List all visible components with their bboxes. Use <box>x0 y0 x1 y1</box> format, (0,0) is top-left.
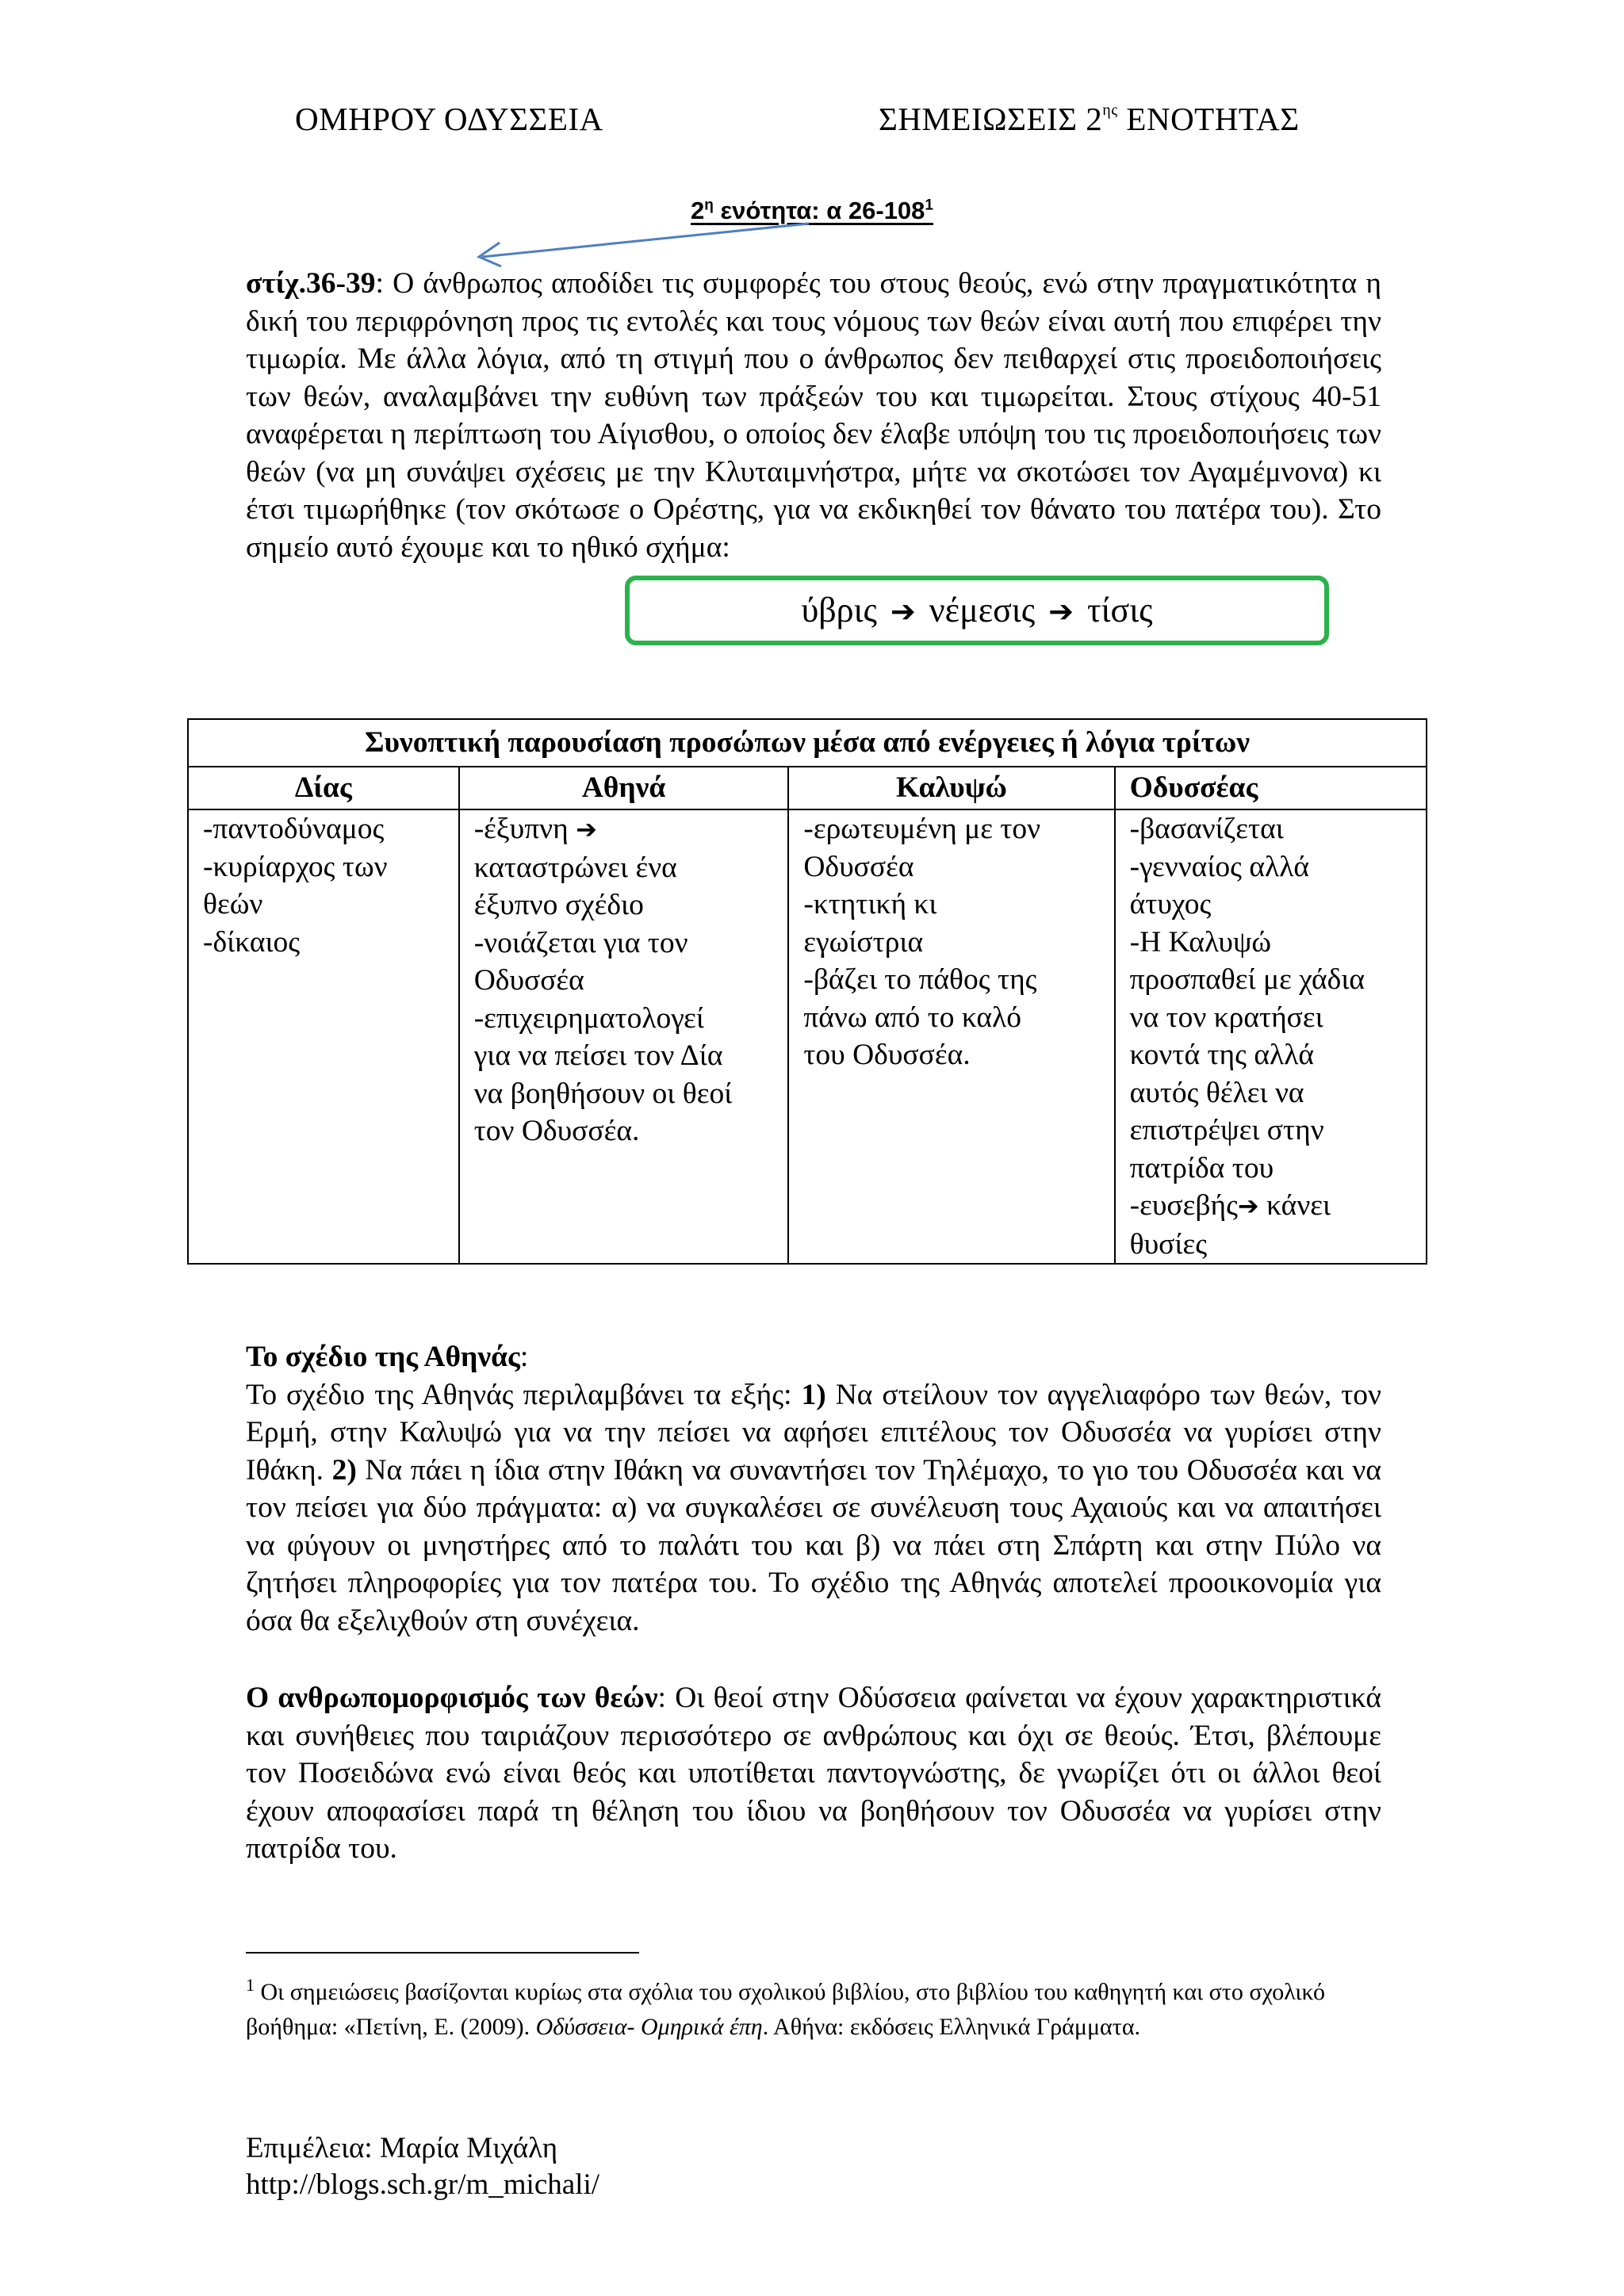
anthropomorphism-paragraph <box>246 1679 1381 1868</box>
table-cell-calypso <box>788 809 1114 1264</box>
plan-num: 2) <box>331 1453 357 1487</box>
footer-url[interactable]: http://blogs.sch.gr/m_michali/ <box>246 2168 600 2201</box>
cell-text: -ευσεβής <box>1129 1189 1238 1222</box>
cell-line: Οδυσσέα <box>473 964 584 997</box>
header-right <box>879 100 1300 138</box>
paragraph-verses-36-39 <box>246 265 1381 566</box>
footnote-title: Οδύσσεια- Ομηρικά έπη <box>535 2014 763 2040</box>
section-number: 2 <box>690 197 705 224</box>
cell-line: του Οδυσσέα. <box>803 1039 971 1071</box>
footnote-text: Οι σημειώσεις βασίζονται κυρίως στα σχόλια του σχολικού βιβλίου, στο βιβλίου του καθηγητή και στο σχολικό βοήθημα: «Πετίνη, Ε. (2009). <box>246 1979 1325 2040</box>
cell-line: -κτητική κι <box>803 888 937 920</box>
cell-line: να βοηθήσουν οι θεοί <box>473 1077 733 1110</box>
cell-line: -επιχειρηματολογεί <box>473 1001 705 1035</box>
cell-line: -Η Καλυψώ <box>1129 925 1272 959</box>
cell-line: -ερωτευμένη με τον <box>803 813 1041 845</box>
header-right-post: ΕΝΟΤΗΤΑΣ <box>1117 101 1300 137</box>
right-arrow-icon: ➔ <box>576 814 597 844</box>
table-header-zeus: Δίας <box>188 767 459 809</box>
table-caption: Συνοπτική παρουσίαση προσώπων μέσα από ενέργειες ή λόγια τρίτων <box>188 719 1427 767</box>
cell-line: πάνω από το καλό <box>803 1001 1021 1034</box>
verses-text: : Ο άνθρωπος αποδίδει τις συμφορές του στους θεούς, ενώ στην πραγματικότητα η δική του περιφρόνηση προς τις εντολές και τους νόμους των θεών είναι αυτή που επιφέρει την τιμωρία. Με άλλα λόγια, από τη στιγμή που ο άνθρωπος δεν πειθαρχεί στις προειδοποιήσεις των θεών, αναλαμβάνει την ευθύνη των πράξεών του και τιμωρείται. Στους στίχους 40-51 αναφέρεται η περίπτωση του Αίγισθου, ο οποίος δεν έλαβε υπόψη του τις προειδοποιήσεις των θεών (να μη συνάψει σχέσεις με την Κλυταιμνήστρα, μήτε να σκοτώσει τον Αγαμέμνονα) κι έτσι τιμωρήθηκε (τον σκότωσε ο Ορέστης, για να εκδικηθεί τον θάνατο του πατέρα του). Στο σημείο αυτό έχουμε και το ηθικό σχήμα: <box>246 267 1381 564</box>
right-arrow-icon: ➔ <box>1048 594 1074 629</box>
cell-line: -κυρίαρχος των <box>203 850 388 883</box>
plan-text: Να στείλουν τον αγγελιαφόρο των θεών, τον Ερμή, στην Καλυψώ για να την πείσει να αφήσει επιτέλους τον Οδυσσέα να γυρίσει στην Ιθάκη. <box>246 1378 1381 1487</box>
cell-line: -νοιάζεται για τον <box>473 926 688 959</box>
anthro-heading: Ο ανθρωπομορφισμός των θεών <box>246 1682 658 1714</box>
cell-line <box>1130 1187 1411 1226</box>
athena-plan-text <box>246 1376 1381 1640</box>
cell-line: -δίκαιος <box>203 925 301 959</box>
right-arrow-icon: ➔ <box>1237 1191 1259 1221</box>
plan-text: Το σχέδιο της Αθηνάς περιλαμβάνει τα εξής: <box>246 1378 802 1411</box>
cell-line: -βάζει το πάθος της <box>803 963 1037 996</box>
table-cell-zeus <box>188 809 459 1264</box>
cell-line: -βασανίζεται <box>1129 813 1284 845</box>
verses-label: στίχ.36-39 <box>246 267 376 300</box>
table-header-calypso: Καλυψώ <box>788 767 1114 809</box>
footnote-number: 1 <box>246 1975 255 1995</box>
section-text: ενότητα: α 26-108 <box>713 197 925 224</box>
plan-text: Να πάει η ίδια στην Ιθάκη να συναντήσει τον Τηλέμαχο, το γιο του Οδυσσέα και να τον πείσει για δύο πράγματα: α) να συγκαλέσει σε συνέλευση τους Αχαιούς και να απαιτήσει να φύγουν οι μνηστήρες από το παλάτι του και β) να πάει στη Σπάρτη και στην Πύλο να ζητήσει πληροφορίες για τον πατέρα του. Το σχέδιο της Αθηνάς αποτελεί προοικονομία για όσα θα εξελιχθούν στη συνέχεια. <box>246 1453 1381 1637</box>
cell-text: -έξυπνη <box>473 813 576 845</box>
cell-line: θυσίες <box>1129 1227 1208 1261</box>
cell-line: προσπαθεί με χάδια <box>1129 963 1365 996</box>
anthro-text: : Οι θεοί στην Οδύσσεια φαίνεται να έχουν χαρακτηριστικά και συνήθειες που ταιριάζουν περισσότερο σε ανθρώπους και όχι σε θεούς. Έτσι, βλέπουμε τον Ποσειδώνα ενώ είναι θεός και υποτίθεται παντογνώστης, δε γνωρίζει ότι οι άλλοι θεοί έχουν αποφασίσει παρά τη θέληση του ίδιου να βοηθήσουν τον Οδυσσέα να γυρίσει στην πατρίδα του. <box>246 1682 1381 1865</box>
footnote-text: . Αθήνα: εκδόσεις Ελληνικά Γράμματα. <box>762 2014 1141 2040</box>
section-sup: η <box>704 197 714 214</box>
plan-num: 1) <box>801 1378 826 1411</box>
cell-line: Οδυσσέα <box>803 850 914 883</box>
footnote <box>246 1968 1388 2045</box>
cell-text: κάνει <box>1258 1189 1331 1222</box>
cell-line: αυτός θέλει να <box>1129 1076 1304 1109</box>
cell-line: για να πείσει τον Δία <box>473 1039 723 1072</box>
cell-line: καταστρώνει ένα <box>473 851 677 884</box>
footnote-divider <box>246 1952 639 1954</box>
header-right-sup: ης <box>1102 101 1118 120</box>
moral-scheme-box <box>625 576 1329 645</box>
table-header-odysseus: Οδυσσέας <box>1115 767 1427 809</box>
plan-heading-colon: : <box>519 1341 529 1373</box>
characters-table <box>187 718 1427 1265</box>
footer-editor: Επιμέλεια: Μαρία Μιχάλη <box>246 2132 558 2164</box>
cell-line: θεών <box>203 888 263 920</box>
header-left: ΟΜΗΡΟΥ ΟΔΥΣΣΕΙΑ <box>295 101 603 137</box>
cell-line: επιστρέψει στην <box>1129 1114 1324 1146</box>
cell-line: έξυπνο σχέδιο <box>473 889 644 921</box>
athena-plan-heading <box>246 1338 1381 1376</box>
annotation-arrow-icon <box>468 216 817 271</box>
cell-line: τον Οδυσσέα. <box>473 1115 640 1147</box>
table-cell-athena <box>459 809 789 1264</box>
scheme-hubris: ύβρις <box>801 591 877 629</box>
cell-line: εγωίστρια <box>803 925 924 959</box>
cell-line: -παντοδύναμος <box>203 813 385 845</box>
athena-plan-section <box>246 1338 1381 1640</box>
cell-line: να τον κρατήσει <box>1129 1001 1323 1034</box>
table-cell-odysseus <box>1115 809 1427 1264</box>
cell-line: πατρίδα του <box>1129 1151 1274 1184</box>
cell-line: άτυχος <box>1129 888 1212 920</box>
footnote-ref[interactable]: 1 <box>925 197 933 214</box>
plan-heading-text: Το σχέδιο της Αθηνάς <box>246 1341 520 1373</box>
table-header-athena: Αθηνά <box>459 767 789 809</box>
scheme-nemesis: νέμεσις <box>929 591 1036 629</box>
scheme-tisis: τίσις <box>1087 591 1153 629</box>
cell-line <box>474 810 774 849</box>
header-right-text: ΣΗΜΕΙΩΣΕΙΣ 2 <box>879 101 1103 137</box>
cell-line: κοντά της αλλά <box>1129 1039 1315 1071</box>
cell-line: -γενναίος αλλά <box>1129 850 1310 883</box>
right-arrow-icon: ➔ <box>890 594 916 629</box>
